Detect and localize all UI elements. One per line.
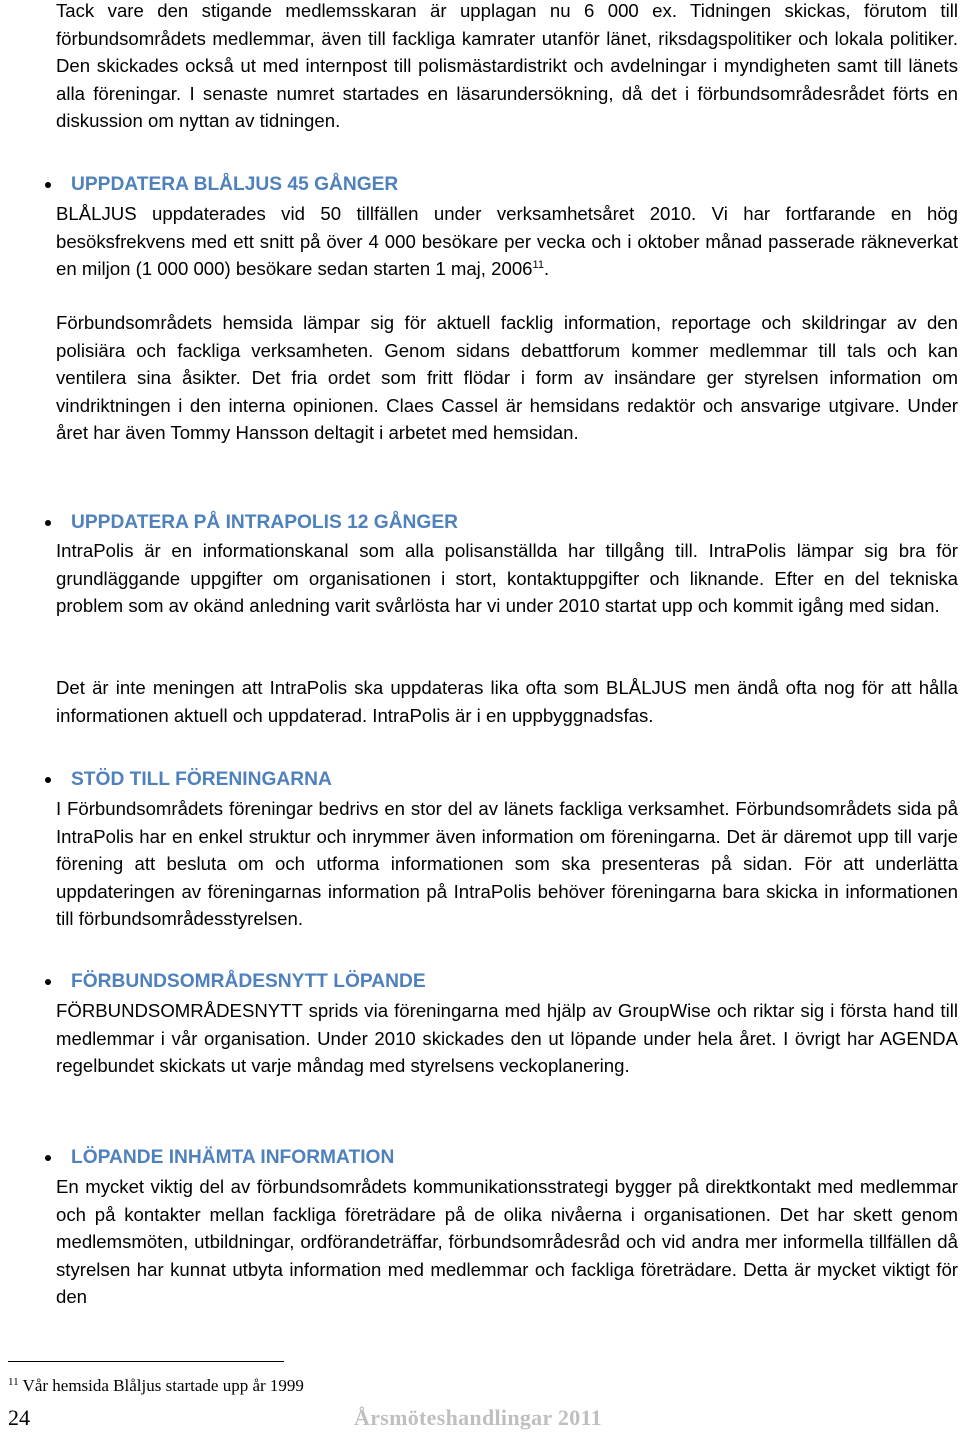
heading-text: STÖD TILL FÖRENINGARNA bbox=[71, 769, 332, 790]
heading-uppdatera-intrapolis bbox=[0, 509, 958, 537]
paragraph-blaljus bbox=[56, 200, 958, 283]
paragraph-end: . bbox=[543, 258, 550, 279]
section-intrapolis bbox=[0, 509, 958, 537]
section-blaljus bbox=[0, 171, 958, 199]
bullet-icon bbox=[45, 979, 51, 985]
page-number: 24 bbox=[8, 1405, 30, 1430]
footnote-reference[interactable]: 11 bbox=[532, 259, 544, 271]
footnote-text: Vår hemsida Blåljus startade upp år 1999 bbox=[22, 1376, 304, 1395]
heading-text: UPPDATERA BLÅLJUS 45 GÅNGER bbox=[71, 174, 399, 195]
paragraph-forbundsomradesnytt: FÖRBUNDSOMRÅDESNYTT sprids via föreningarna med hjälp av GroupWise och riktar sig i första hand till medlemmar i vår organisation. Under 2010 skickades den ut löpande under hela året. I övrigt har AGENDA regelbundet skickats ut varje måndag med styrelsens veckoplanering. bbox=[56, 1000, 958, 1076]
heading-forbundsomradesnytt bbox=[0, 968, 958, 996]
heading-text: LÖPANDE INHÄMTA INFORMATION bbox=[71, 1147, 395, 1168]
footer-title: Årsmöteshandlingar 2011 bbox=[354, 1405, 602, 1430]
bullet-icon bbox=[45, 520, 51, 526]
footnote-separator bbox=[8, 1361, 284, 1362]
bullet-icon bbox=[45, 182, 51, 188]
paragraph-blaljus-text: BLÅLJUS uppdaterades vid 50 tillfällen under verksamhetsåret 2010. Vi har fortfarande en hög besöksfrekvens med ett snitt på över 4 000 besökare per vecka och i oktober månad passerade räkneverkat en miljon (1 000 000) besökare sedan starten 1 maj, 2006 bbox=[56, 203, 958, 279]
section-foreningar bbox=[0, 766, 958, 794]
paragraph-lopande: En mycket viktig del av förbundsområdets kommunikationsstrategi bygger på direktkontakt med medlemmar och på kontakter mellan fackliga företrädare på de olika nivåerna i organisationen. Det har skett genom medlemsmöten, utbildningar, ordförandeträffar, förbundsområdesråd och vid andra mer informella tillfällen då styrelsen har kunnat utbyta information med medlemmar och fackliga företrädare. Detta är mycket viktigt för den bbox=[56, 1176, 958, 1307]
heading-text: FÖRBUNDSOMRÅDESNYTT LÖPANDE bbox=[71, 971, 426, 992]
paragraph-newspaper: Tack vare den stigande medlemsskaran är upplagan nu 6 000 ex. Tidningen skickas, förutom till förbundsområdets medlemmar, även till fackliga kamrater utanför länet, riksdagspolitiker och lokala politiker. Den skickades också ut med internpost till polismästardistrikt och avdelningar i myndigheten samt till länets alla föreningar. I senaste numret startades en läsarundersökning, då det i förbundsområdesrådet förts en diskussion om nyttan av tidningen. bbox=[56, 0, 958, 131]
footnote-number: 11 bbox=[8, 1376, 19, 1388]
paragraph-foreningar: I Förbundsområdets föreningar bedrivs en stor del av länets fackliga verksamhet. Förbundsområdets sida på IntraPolis har en enkel struktur och inrymmer även information om föreningarna. Det är däremot upp till varje förening att besluta om och utforma informationen som ska presenteras på sidan. För att underlätta uppdateringen av föreningarnas information på IntraPolis behöver föreningarna bara skicka in informationen till förbundsområdesstyrelsen. bbox=[56, 798, 958, 929]
heading-uppdatera-blaljus bbox=[0, 171, 958, 199]
paragraph-intrapolis-2: Det är inte meningen att IntraPolis ska uppdateras lika ofta som BLÅLJUS men ändå ofta nog för att hålla informationen aktuell och uppdaterad. IntraPolis är i en uppbyggnadsfas. bbox=[56, 677, 958, 726]
heading-stod-foreningar bbox=[0, 766, 958, 794]
bullet-icon bbox=[45, 1155, 51, 1161]
paragraph-intrapolis: IntraPolis är en informationskanal som alla polisanställda har tillgång till. IntraPolis lämpar sig bra för grundläggande uppgifter om organisationen i stort, kontaktuppgifter och liknande. Efter en del tekniska problem som av okänd anledning varit svårlösta har vi under 2010 startat upp och kommit igång med sidan. bbox=[56, 540, 958, 616]
heading-lopande-information bbox=[0, 1144, 958, 1172]
section-forbundsomradesnytt bbox=[0, 968, 958, 996]
footnote bbox=[8, 1375, 304, 1397]
section-lopande bbox=[0, 1144, 958, 1172]
bullet-icon bbox=[45, 777, 51, 783]
paragraph-hemsida: Förbundsområdets hemsida lämpar sig för aktuell facklig information, reportage och skildringar av den polisiära och fackliga verksamheten. Genom sidans debattforum kommer medlemmar till tals och kan ventilera sina åsikter. Det fria ordet som fritt flödar i form av insändare ger styrelsen information om vindriktningen i den interna opinionen. Claes Cassel är hemsidans redaktör och ansvarige utgivare. Under året har även Tommy Hansson deltagit i arbetet med hemsidan. bbox=[56, 312, 958, 443]
heading-text: UPPDATERA PÅ INTRAPOLIS 12 GÅNGER bbox=[71, 512, 458, 533]
